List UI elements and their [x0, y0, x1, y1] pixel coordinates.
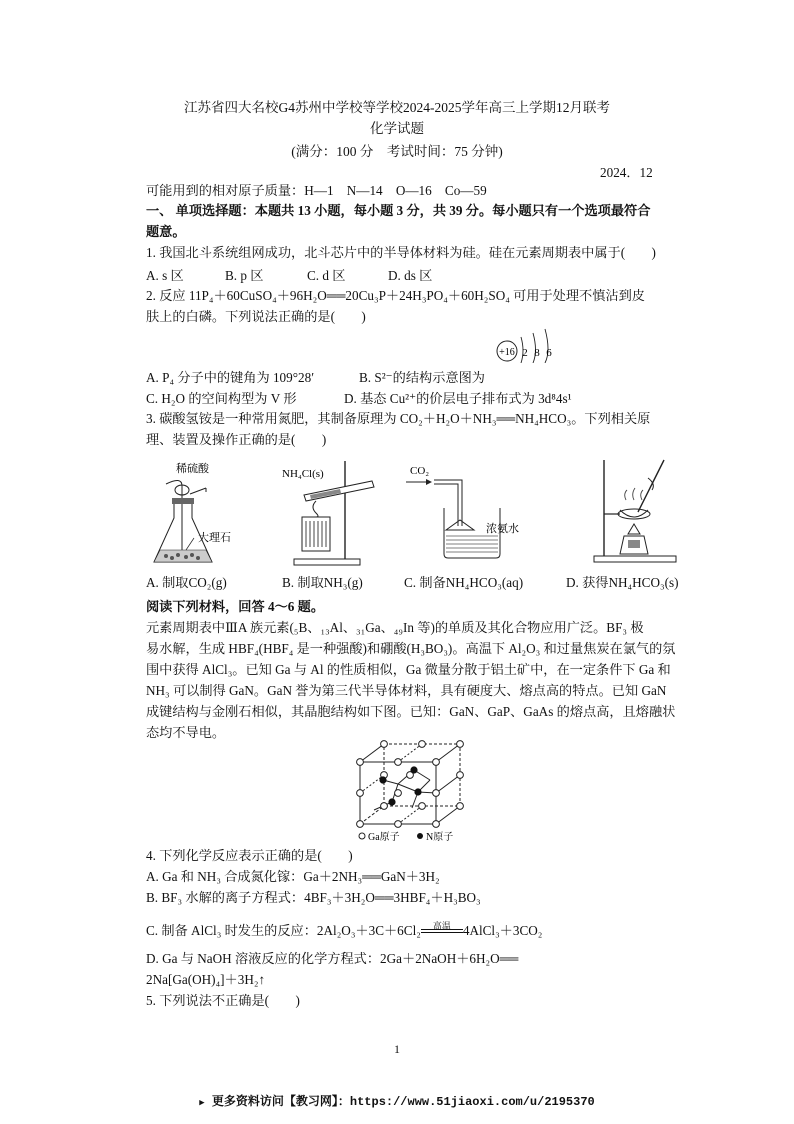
apparatus-c-nh4hco3-aq: [404, 464, 534, 568]
exam-title: 江苏省四大名校G4苏州中学校等学校2024-2025学年高三上学期12月联考: [184, 100, 610, 115]
q4-option-c-left: C. 制备 AlCl₃ 时发生的反应：2Al₂O₃＋3C＋6Cl₂: [146, 923, 421, 938]
q4-option-c-condition: 高温: [432, 921, 451, 931]
q4-option-c: [146, 922, 542, 939]
s2-nucleus-label: +16: [499, 347, 515, 358]
q4-stem: 4. 下列化学反应表示正确的是( ): [146, 848, 353, 863]
section-heading-line1: 一、 单项选择题：本题共 13 小题，每小题 3 分，共 39 分。每小题只有一个选项最符合: [146, 203, 651, 218]
q1-option-c: C. d 区: [307, 268, 346, 283]
q2-stem-line1: 2. 反应 11P₄＋60CuSO₄＋96H₂O══20Cu₃P＋24H₃PO₄＋60H₂SO₄ 可用于处理不慎沾到皮: [146, 288, 645, 303]
exam-subtitle: 化学试题: [370, 121, 424, 136]
label-dilute-sulfuric-acid: 稀硫酸: [176, 463, 209, 475]
legend-ga-atom: Ga原子: [368, 832, 400, 842]
q3-stem-line2: 理、装置及操作正确的是( ): [146, 432, 327, 447]
q4-option-b: B. BF₃ 水解的离子方程式：4BF₃＋3H₂O══3HBF₄＋H₃BO₃: [146, 890, 481, 905]
q1-option-a: A. s 区: [146, 268, 184, 283]
legend-n-atom: N原子: [426, 832, 454, 842]
reading-line-6: 态均不导电。: [146, 725, 226, 740]
flag-icon: ▶: [199, 1098, 205, 1108]
label-co2: CO₂: [410, 465, 430, 477]
footer-text: 更多资料访问【教习网】：https://www.51jiaoxi.com/u/2195370: [211, 1095, 595, 1109]
s2-shell-3: 6: [546, 347, 552, 359]
section-heading-line2: 题意。: [146, 224, 186, 239]
s2-shell-2: 8: [534, 347, 540, 359]
footer-link[interactable]: [0, 1092, 794, 1109]
q1-option-b: B. p 区: [225, 268, 264, 283]
atomic-masses: 可能用到的相对原子质量：H—1 N—14 O—16 Co—59: [146, 183, 487, 198]
apparatus-d-nh4hco3-s: [590, 454, 680, 568]
q4-option-d-line1: D. Ga 与 NaOH 溶液反应的化学方程式：2Ga＋2NaOH＋6H₂O══: [146, 951, 519, 966]
reading-line-5: 成键结构与金刚石相似，其晶胞结构如下图。已知：GaN、GaP、GaAs 的熔点高，且熔融状: [146, 704, 676, 719]
page-number: 1: [394, 1042, 400, 1056]
label-conc-ammonia: 浓氨水: [486, 523, 519, 535]
apparatus-b-nh3: [280, 455, 390, 569]
q2-option-d: D. 基态 Cu²⁺的价层电子排布式为 3d⁸4s¹: [344, 391, 572, 406]
q4-option-a: A. Ga 和 NH₃ 合成氮化镓：Ga＋2NH₃══GaN＋3H₂: [146, 869, 440, 884]
reading-heading: 阅读下列材料，回答 4～6 题。: [146, 599, 325, 614]
gan-unit-cell-diagram: [350, 740, 470, 842]
reading-line-4: NH₃ 可以制得 GaN。GaN 誉为第三代半导体材料，具有硬度大、熔点高的特点。已知 GaN: [146, 683, 667, 698]
q3-stem-line1: 3. 碳酸氢铵是一种常用氮肥，其制备原理为 CO₂＋H₂O＋NH₃══NH₄HCO₃。下列相关原: [146, 411, 651, 426]
q1-stem: 1. 我国北斗系统组网成功，北斗芯片中的半导体材料为硅。硅在元素周期表中属于( ): [146, 245, 656, 260]
q1-option-d: D. ds 区: [388, 268, 433, 283]
reading-line-3: 围中获得 AlCl₃。已知 Ga 与 Al 的性质相似，Ga 微量分散于铝土矿中，在一定条件下 Ga 和: [146, 662, 671, 677]
q2-stem-line2: 肤上的白磷。下列说法正确的是( ): [146, 309, 366, 324]
reading-line-2: 易水解，生成 HBF₄(HBF₄ 是一种强酸)和硼酸(H₃BO₃)。高温下 Al₂O₃ 和过量焦炭在氯气的氛: [146, 641, 676, 656]
q3-option-d: D. 获得NH₄HCO₃(s): [566, 575, 679, 590]
q3-option-c: C. 制备NH₄HCO₃(aq): [404, 575, 524, 590]
q2-option-c: C. H₂O 的空间构型为 V 形: [146, 391, 297, 406]
q4-option-c-condition-arrow: [421, 921, 463, 939]
q2-option-b: B. S²⁻的结构示意图为: [359, 370, 485, 385]
s2-ion-structure-diagram: [494, 323, 558, 363]
apparatus-a-co2: [146, 458, 256, 570]
exam-date: 2024．12: [600, 165, 653, 180]
q4-option-d-line2: 2Na[Ga(OH)₄]＋3H₂↑: [146, 972, 266, 987]
s2-shell-1: 2: [522, 347, 528, 359]
q3-option-a: A. 制取CO₂(g): [146, 575, 227, 590]
q3-option-b: B. 制取NH₃(g): [282, 575, 363, 590]
reading-line-1: 元素周期表中ⅢA 族元素(₅B、₁₃Al、₃₁Ga、₄₉In 等)的单质及其化合物应用广泛。BF₃ 极: [146, 620, 644, 635]
q4-option-c-right: 4AlCl₃＋3CO₂: [462, 923, 543, 938]
exam-meta: (满分：100 分 考试时间：75 分钟): [291, 144, 503, 159]
label-marble: 大理石: [198, 532, 231, 544]
q2-option-a: A. P₄ 分子中的键角为 109°28′: [146, 370, 315, 385]
label-nh4cl: NH₄Cl(s): [282, 468, 324, 480]
q5-stem: 5. 下列说法不正确是( ): [146, 993, 300, 1008]
